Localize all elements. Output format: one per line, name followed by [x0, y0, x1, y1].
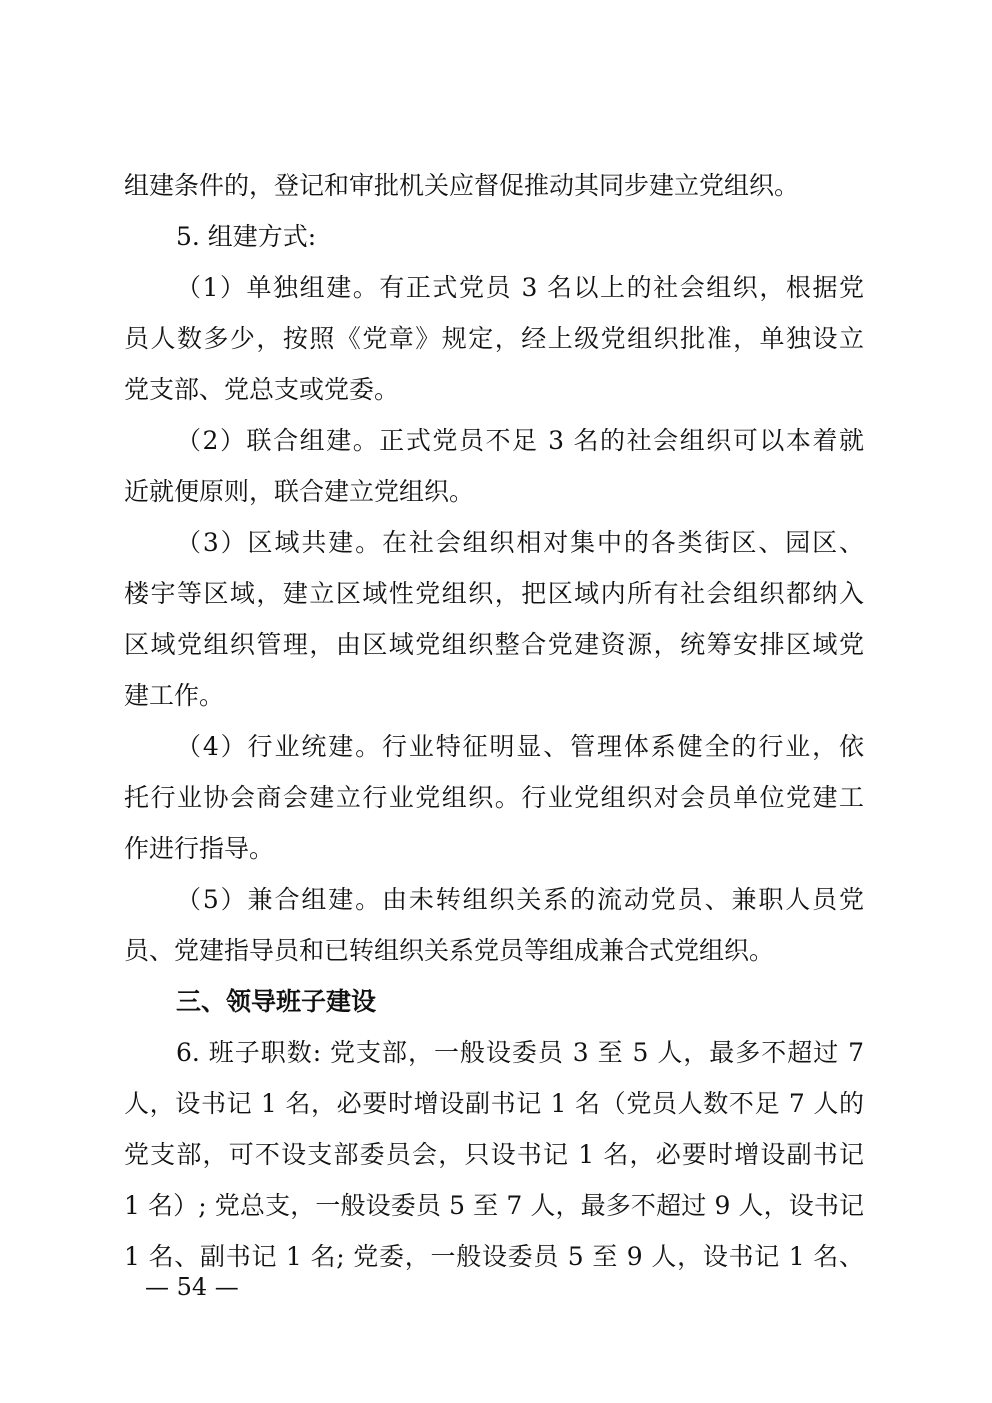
document-body [124, 160, 864, 1282]
text-line: 6. 班子职数: 党支部，一般设委员 3 至 5 人，最多不超过 7 [176, 1038, 864, 1067]
text-line: 托行业协会商会建立行业党组织。行业党组织对会员单位党建工 [124, 783, 864, 812]
text-line: 组建条件的，登记和审批机关应督促推动其同步建立党组织。 [124, 171, 800, 200]
text-line: 区域党组织管理，由区域党组织整合党建资源，统筹安排区域党 [124, 630, 864, 659]
text-line: 近就便原则，联合建立党组织。 [124, 477, 475, 506]
text-line: （2）联合组建。正式党员不足 3 名的社会组织可以本着就 [176, 426, 864, 455]
text-line: 党支部，可不设支部委员会，只设书记 1 名，必要时增设副书记 [124, 1140, 864, 1169]
section-3-heading: 三、领导班子建设 [176, 987, 377, 1016]
text-line: 楼宇等区域，建立区域性党组织，把区域内所有社会组织都纳入 [124, 579, 864, 608]
text-line: 建工作。 [124, 681, 225, 710]
text-line: （1）单独组建。有正式党员 3 名以上的社会组织，根据党 [176, 273, 864, 302]
text-line: （5）兼合组建。由未转组织关系的流动党员、兼职人员党 [176, 885, 864, 914]
text-line: 1 名、副书记 1 名; 党委，一般设委员 5 至 9 人，设书记 1 名、 [124, 1242, 864, 1271]
text-line: （3）区域共建。在社会组织相对集中的各类街区、园区、 [176, 528, 864, 557]
text-line: （4）行业统建。行业特征明显、管理体系健全的行业，依 [176, 732, 864, 761]
text-line: 员人数多少，按照《党章》规定，经上级党组织批准，单独设立 [124, 324, 864, 353]
section-5-heading: 5. 组建方式: [176, 222, 317, 251]
text-line: 员、党建指导员和已转组织关系党员等组成兼合式党组织。 [124, 936, 775, 965]
text-line: 1 名）; 党总支，一般设委员 5 至 7 人，最多不超过 9 人，设书记 [124, 1191, 864, 1220]
text-line: 党支部、党总支或党委。 [124, 375, 400, 404]
text-line: 人，设书记 1 名，必要时增设副书记 1 名（党员人数不足 7 人的 [124, 1089, 864, 1118]
text-line: 作进行指导。 [124, 834, 275, 863]
page-number: — 54 — [145, 1273, 239, 1301]
